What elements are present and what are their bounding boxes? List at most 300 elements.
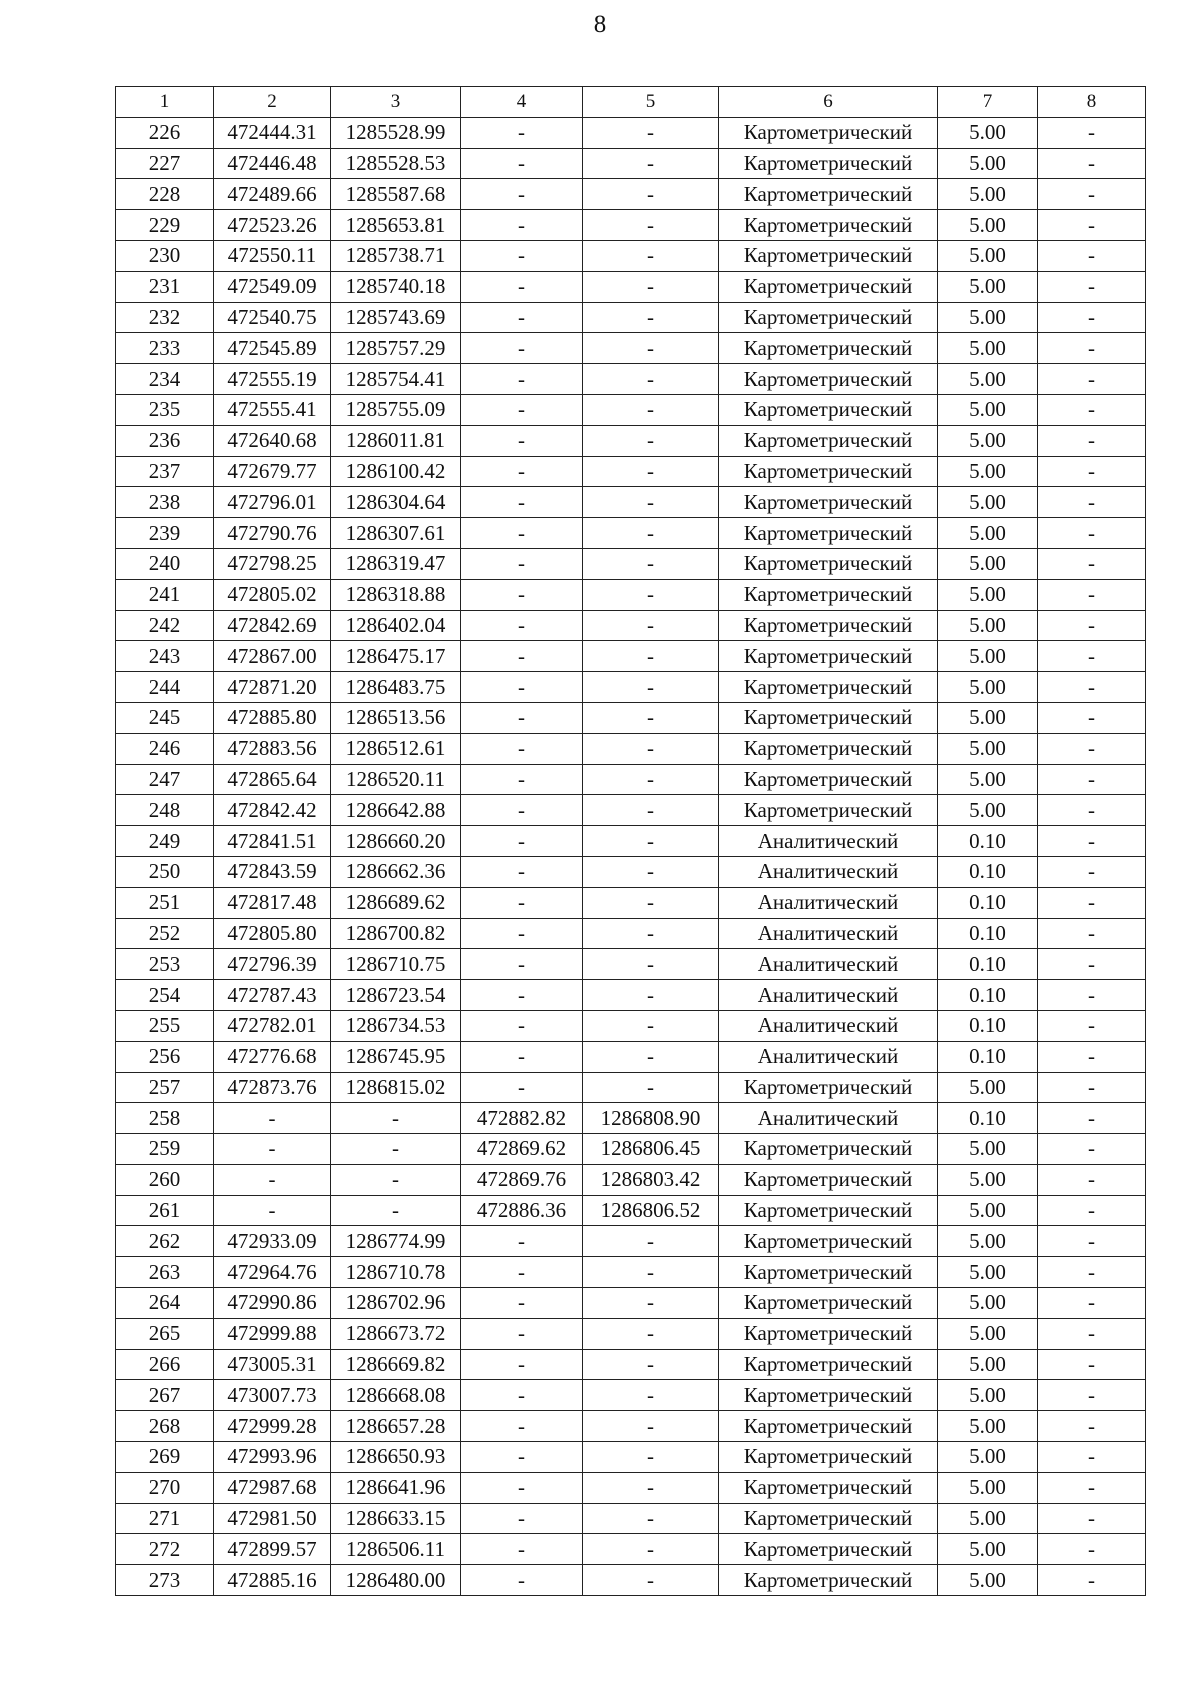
x-coordinate-cell: 472987.68 bbox=[214, 1472, 331, 1503]
y-coordinate-alt-cell: - bbox=[583, 1411, 719, 1442]
y-coordinate-cell: 1286660.20 bbox=[331, 826, 461, 857]
method-cell: Картометрический bbox=[719, 1472, 938, 1503]
x-coordinate-alt-cell: 472869.76 bbox=[461, 1164, 583, 1195]
description-cell: - bbox=[1038, 1072, 1146, 1103]
table-row bbox=[116, 364, 1146, 395]
table-row bbox=[116, 487, 1146, 518]
y-coordinate-cell: 1286745.95 bbox=[331, 1041, 461, 1072]
method-cell: Картометрический bbox=[719, 641, 938, 672]
accuracy-cell: 5.00 bbox=[938, 1411, 1038, 1442]
description-cell: - bbox=[1038, 1318, 1146, 1349]
table-row bbox=[116, 672, 1146, 703]
accuracy-cell: 0.10 bbox=[938, 826, 1038, 857]
y-coordinate-alt-cell: - bbox=[583, 641, 719, 672]
y-coordinate-alt-cell: - bbox=[583, 333, 719, 364]
point-number-cell: 249 bbox=[116, 826, 214, 857]
y-coordinate-cell: 1286702.96 bbox=[331, 1288, 461, 1319]
column-header: 1 bbox=[116, 87, 214, 118]
description-cell: - bbox=[1038, 1380, 1146, 1411]
table-row bbox=[116, 856, 1146, 887]
method-cell: Картометрический bbox=[719, 1380, 938, 1411]
point-number-cell: 253 bbox=[116, 949, 214, 980]
x-coordinate-cell: 472883.56 bbox=[214, 733, 331, 764]
accuracy-cell: 5.00 bbox=[938, 117, 1038, 148]
y-coordinate-alt-cell: - bbox=[583, 456, 719, 487]
table-row bbox=[116, 210, 1146, 241]
accuracy-cell: 5.00 bbox=[938, 1503, 1038, 1534]
point-number-cell: 250 bbox=[116, 856, 214, 887]
method-cell: Картометрический bbox=[719, 1288, 938, 1319]
table-row bbox=[116, 764, 1146, 795]
x-coordinate-cell: 473007.73 bbox=[214, 1380, 331, 1411]
y-coordinate-cell: 1286650.93 bbox=[331, 1442, 461, 1473]
x-coordinate-cell: 472873.76 bbox=[214, 1072, 331, 1103]
description-cell: - bbox=[1038, 518, 1146, 549]
description-cell: - bbox=[1038, 1534, 1146, 1565]
y-coordinate-cell: 1286506.11 bbox=[331, 1534, 461, 1565]
x-coordinate-cell: 472867.00 bbox=[214, 641, 331, 672]
y-coordinate-alt-cell: - bbox=[583, 1472, 719, 1503]
description-cell: - bbox=[1038, 1195, 1146, 1226]
description-cell: - bbox=[1038, 1134, 1146, 1165]
x-coordinate-alt-cell: - bbox=[461, 548, 583, 579]
x-coordinate-alt-cell: - bbox=[461, 733, 583, 764]
point-number-cell: 272 bbox=[116, 1534, 214, 1565]
accuracy-cell: 5.00 bbox=[938, 1472, 1038, 1503]
accuracy-cell: 5.00 bbox=[938, 795, 1038, 826]
x-coordinate-alt-cell: - bbox=[461, 1411, 583, 1442]
point-number-cell: 269 bbox=[116, 1442, 214, 1473]
table-row bbox=[116, 518, 1146, 549]
x-coordinate-cell: 472842.42 bbox=[214, 795, 331, 826]
table-row bbox=[116, 918, 1146, 949]
y-coordinate-alt-cell: - bbox=[583, 1072, 719, 1103]
method-cell: Аналитический bbox=[719, 887, 938, 918]
method-cell: Картометрический bbox=[719, 1318, 938, 1349]
description-cell: - bbox=[1038, 1288, 1146, 1319]
point-number-cell: 233 bbox=[116, 333, 214, 364]
x-coordinate-cell: 472444.31 bbox=[214, 117, 331, 148]
method-cell: Картометрический bbox=[719, 518, 938, 549]
point-number-cell: 259 bbox=[116, 1134, 214, 1165]
x-coordinate-alt-cell: - bbox=[461, 610, 583, 641]
y-coordinate-alt-cell: 1286808.90 bbox=[583, 1103, 719, 1134]
description-cell: - bbox=[1038, 887, 1146, 918]
x-coordinate-cell: - bbox=[214, 1134, 331, 1165]
x-coordinate-alt-cell: - bbox=[461, 425, 583, 456]
x-coordinate-alt-cell: - bbox=[461, 240, 583, 271]
y-coordinate-alt-cell: - bbox=[583, 795, 719, 826]
point-number-cell: 252 bbox=[116, 918, 214, 949]
column-header: 2 bbox=[214, 87, 331, 118]
accuracy-cell: 5.00 bbox=[938, 672, 1038, 703]
x-coordinate-cell: 472523.26 bbox=[214, 210, 331, 241]
method-cell: Картометрический bbox=[719, 302, 938, 333]
y-coordinate-cell: 1286689.62 bbox=[331, 887, 461, 918]
x-coordinate-cell: 472545.89 bbox=[214, 333, 331, 364]
table-row bbox=[116, 394, 1146, 425]
table-row bbox=[116, 425, 1146, 456]
description-cell: - bbox=[1038, 117, 1146, 148]
y-coordinate-alt-cell: - bbox=[583, 610, 719, 641]
table-row bbox=[116, 1565, 1146, 1596]
description-cell: - bbox=[1038, 1103, 1146, 1134]
x-coordinate-cell: 472981.50 bbox=[214, 1503, 331, 1534]
x-coordinate-alt-cell: - bbox=[461, 795, 583, 826]
description-cell: - bbox=[1038, 672, 1146, 703]
y-coordinate-cell: 1286662.36 bbox=[331, 856, 461, 887]
x-coordinate-cell: 472679.77 bbox=[214, 456, 331, 487]
y-coordinate-alt-cell: - bbox=[583, 518, 719, 549]
table-row bbox=[116, 240, 1146, 271]
y-coordinate-cell: 1286480.00 bbox=[331, 1565, 461, 1596]
y-coordinate-cell: 1286710.75 bbox=[331, 949, 461, 980]
y-coordinate-cell: 1286668.08 bbox=[331, 1380, 461, 1411]
x-coordinate-alt-cell: - bbox=[461, 148, 583, 179]
x-coordinate-alt-cell: - bbox=[461, 1503, 583, 1534]
x-coordinate-cell: 472865.64 bbox=[214, 764, 331, 795]
method-cell: Аналитический bbox=[719, 1103, 938, 1134]
accuracy-cell: 0.10 bbox=[938, 1041, 1038, 1072]
point-number-cell: 241 bbox=[116, 579, 214, 610]
y-coordinate-alt-cell: - bbox=[583, 117, 719, 148]
table-row bbox=[116, 179, 1146, 210]
y-coordinate-cell: 1285653.81 bbox=[331, 210, 461, 241]
description-cell: - bbox=[1038, 641, 1146, 672]
accuracy-cell: 5.00 bbox=[938, 1226, 1038, 1257]
accuracy-cell: 5.00 bbox=[938, 1288, 1038, 1319]
x-coordinate-alt-cell: - bbox=[461, 1226, 583, 1257]
point-number-cell: 254 bbox=[116, 980, 214, 1011]
accuracy-cell: 5.00 bbox=[938, 1257, 1038, 1288]
point-number-cell: 258 bbox=[116, 1103, 214, 1134]
description-cell: - bbox=[1038, 949, 1146, 980]
y-coordinate-alt-cell: - bbox=[583, 179, 719, 210]
description-cell: - bbox=[1038, 302, 1146, 333]
description-cell: - bbox=[1038, 425, 1146, 456]
point-number-cell: 227 bbox=[116, 148, 214, 179]
description-cell: - bbox=[1038, 364, 1146, 395]
x-coordinate-alt-cell: - bbox=[461, 856, 583, 887]
table-row bbox=[116, 733, 1146, 764]
y-coordinate-alt-cell: - bbox=[583, 856, 719, 887]
table-row bbox=[116, 702, 1146, 733]
column-header: 6 bbox=[719, 87, 938, 118]
x-coordinate-cell: 472993.96 bbox=[214, 1442, 331, 1473]
method-cell: Картометрический bbox=[719, 394, 938, 425]
method-cell: Аналитический bbox=[719, 826, 938, 857]
point-number-cell: 256 bbox=[116, 1041, 214, 1072]
point-number-cell: 271 bbox=[116, 1503, 214, 1534]
x-coordinate-cell: 472990.86 bbox=[214, 1288, 331, 1319]
x-coordinate-alt-cell: - bbox=[461, 487, 583, 518]
method-cell: Картометрический bbox=[719, 579, 938, 610]
table-row bbox=[116, 1349, 1146, 1380]
point-number-cell: 270 bbox=[116, 1472, 214, 1503]
accuracy-cell: 0.10 bbox=[938, 856, 1038, 887]
method-cell: Аналитический bbox=[719, 949, 938, 980]
accuracy-cell: 5.00 bbox=[938, 487, 1038, 518]
table-row bbox=[116, 980, 1146, 1011]
description-cell: - bbox=[1038, 1226, 1146, 1257]
y-coordinate-cell: 1286734.53 bbox=[331, 1010, 461, 1041]
y-coordinate-cell: 1286657.28 bbox=[331, 1411, 461, 1442]
method-cell: Картометрический bbox=[719, 795, 938, 826]
y-coordinate-cell: 1285754.41 bbox=[331, 364, 461, 395]
x-coordinate-cell: 472871.20 bbox=[214, 672, 331, 703]
x-coordinate-cell: 472796.39 bbox=[214, 949, 331, 980]
x-coordinate-cell: 472555.19 bbox=[214, 364, 331, 395]
accuracy-cell: 5.00 bbox=[938, 333, 1038, 364]
method-cell: Картометрический bbox=[719, 1411, 938, 1442]
x-coordinate-alt-cell: - bbox=[461, 949, 583, 980]
description-cell: - bbox=[1038, 1411, 1146, 1442]
method-cell: Картометрический bbox=[719, 1164, 938, 1195]
y-coordinate-alt-cell: - bbox=[583, 1534, 719, 1565]
table-row bbox=[116, 1534, 1146, 1565]
point-number-cell: 246 bbox=[116, 733, 214, 764]
column-header: 8 bbox=[1038, 87, 1146, 118]
table-row bbox=[116, 1010, 1146, 1041]
y-coordinate-alt-cell: - bbox=[583, 887, 719, 918]
x-coordinate-alt-cell: - bbox=[461, 918, 583, 949]
table-row bbox=[116, 1164, 1146, 1195]
table-row bbox=[116, 1041, 1146, 1072]
accuracy-cell: 0.10 bbox=[938, 887, 1038, 918]
x-coordinate-cell: 472640.68 bbox=[214, 425, 331, 456]
point-number-cell: 248 bbox=[116, 795, 214, 826]
method-cell: Картометрический bbox=[719, 425, 938, 456]
x-coordinate-alt-cell: - bbox=[461, 980, 583, 1011]
description-cell: - bbox=[1038, 394, 1146, 425]
description-cell: - bbox=[1038, 1472, 1146, 1503]
x-coordinate-alt-cell: - bbox=[461, 117, 583, 148]
point-number-cell: 226 bbox=[116, 117, 214, 148]
point-number-cell: 236 bbox=[116, 425, 214, 456]
accuracy-cell: 5.00 bbox=[938, 1349, 1038, 1380]
y-coordinate-alt-cell: - bbox=[583, 302, 719, 333]
method-cell: Картометрический bbox=[719, 210, 938, 241]
x-coordinate-alt-cell: - bbox=[461, 1041, 583, 1072]
method-cell: Картометрический bbox=[719, 487, 938, 518]
y-coordinate-alt-cell: - bbox=[583, 1349, 719, 1380]
accuracy-cell: 5.00 bbox=[938, 733, 1038, 764]
accuracy-cell: 5.00 bbox=[938, 518, 1038, 549]
method-cell: Аналитический bbox=[719, 980, 938, 1011]
description-cell: - bbox=[1038, 1041, 1146, 1072]
y-coordinate-alt-cell: - bbox=[583, 1226, 719, 1257]
description-cell: - bbox=[1038, 240, 1146, 271]
table-row bbox=[116, 456, 1146, 487]
point-number-cell: 251 bbox=[116, 887, 214, 918]
x-coordinate-cell: - bbox=[214, 1103, 331, 1134]
y-coordinate-cell: - bbox=[331, 1195, 461, 1226]
accuracy-cell: 5.00 bbox=[938, 548, 1038, 579]
accuracy-cell: 5.00 bbox=[938, 1318, 1038, 1349]
y-coordinate-cell: - bbox=[331, 1164, 461, 1195]
table-header-row bbox=[116, 87, 1146, 118]
x-coordinate-cell: - bbox=[214, 1164, 331, 1195]
y-coordinate-cell: 1286475.17 bbox=[331, 641, 461, 672]
y-coordinate-cell: 1285738.71 bbox=[331, 240, 461, 271]
y-coordinate-alt-cell: 1286803.42 bbox=[583, 1164, 719, 1195]
y-coordinate-cell: 1286402.04 bbox=[331, 610, 461, 641]
method-cell: Картометрический bbox=[719, 1195, 938, 1226]
x-coordinate-cell: 472549.09 bbox=[214, 271, 331, 302]
accuracy-cell: 5.00 bbox=[938, 1565, 1038, 1596]
table-row bbox=[116, 1134, 1146, 1165]
point-number-cell: 255 bbox=[116, 1010, 214, 1041]
y-coordinate-alt-cell: 1286806.52 bbox=[583, 1195, 719, 1226]
y-coordinate-cell: 1285528.99 bbox=[331, 117, 461, 148]
y-coordinate-cell: 1286669.82 bbox=[331, 1349, 461, 1380]
accuracy-cell: 5.00 bbox=[938, 1164, 1038, 1195]
description-cell: - bbox=[1038, 610, 1146, 641]
x-coordinate-alt-cell: 472882.82 bbox=[461, 1103, 583, 1134]
y-coordinate-alt-cell: - bbox=[583, 949, 719, 980]
point-number-cell: 238 bbox=[116, 487, 214, 518]
accuracy-cell: 5.00 bbox=[938, 764, 1038, 795]
x-coordinate-alt-cell: - bbox=[461, 1072, 583, 1103]
accuracy-cell: 5.00 bbox=[938, 1380, 1038, 1411]
x-coordinate-cell: 472841.51 bbox=[214, 826, 331, 857]
point-number-cell: 262 bbox=[116, 1226, 214, 1257]
x-coordinate-alt-cell: - bbox=[461, 1010, 583, 1041]
y-coordinate-alt-cell: - bbox=[583, 1041, 719, 1072]
y-coordinate-alt-cell: - bbox=[583, 1318, 719, 1349]
point-number-cell: 229 bbox=[116, 210, 214, 241]
y-coordinate-alt-cell: - bbox=[583, 1565, 719, 1596]
x-coordinate-alt-cell: - bbox=[461, 364, 583, 395]
y-coordinate-cell: 1286319.47 bbox=[331, 548, 461, 579]
description-cell: - bbox=[1038, 1503, 1146, 1534]
y-coordinate-cell: 1285757.29 bbox=[331, 333, 461, 364]
x-coordinate-cell: 472540.75 bbox=[214, 302, 331, 333]
accuracy-cell: 5.00 bbox=[938, 1195, 1038, 1226]
description-cell: - bbox=[1038, 148, 1146, 179]
y-coordinate-alt-cell: - bbox=[583, 1442, 719, 1473]
x-coordinate-alt-cell: - bbox=[461, 579, 583, 610]
accuracy-cell: 5.00 bbox=[938, 179, 1038, 210]
y-coordinate-alt-cell: - bbox=[583, 1380, 719, 1411]
x-coordinate-cell: 472787.43 bbox=[214, 980, 331, 1011]
x-coordinate-alt-cell: - bbox=[461, 179, 583, 210]
x-coordinate-alt-cell: - bbox=[461, 1288, 583, 1319]
accuracy-cell: 5.00 bbox=[938, 271, 1038, 302]
y-coordinate-alt-cell: - bbox=[583, 980, 719, 1011]
x-coordinate-alt-cell: 472886.36 bbox=[461, 1195, 583, 1226]
point-number-cell: 232 bbox=[116, 302, 214, 333]
method-cell: Аналитический bbox=[719, 918, 938, 949]
accuracy-cell: 0.10 bbox=[938, 918, 1038, 949]
accuracy-cell: 5.00 bbox=[938, 702, 1038, 733]
y-coordinate-cell: 1286815.02 bbox=[331, 1072, 461, 1103]
y-coordinate-cell: 1285743.69 bbox=[331, 302, 461, 333]
method-cell: Картометрический bbox=[719, 364, 938, 395]
x-coordinate-cell: 472999.88 bbox=[214, 1318, 331, 1349]
table-body bbox=[116, 117, 1146, 1595]
accuracy-cell: 0.10 bbox=[938, 949, 1038, 980]
x-coordinate-alt-cell: - bbox=[461, 333, 583, 364]
x-coordinate-cell: 472796.01 bbox=[214, 487, 331, 518]
point-number-cell: 265 bbox=[116, 1318, 214, 1349]
table-row bbox=[116, 610, 1146, 641]
table-row bbox=[116, 117, 1146, 148]
y-coordinate-cell: 1286512.61 bbox=[331, 733, 461, 764]
point-number-cell: 234 bbox=[116, 364, 214, 395]
y-coordinate-alt-cell: - bbox=[583, 1503, 719, 1534]
y-coordinate-cell: 1286100.42 bbox=[331, 456, 461, 487]
point-number-cell: 263 bbox=[116, 1257, 214, 1288]
y-coordinate-cell: 1286641.96 bbox=[331, 1472, 461, 1503]
table-row bbox=[116, 795, 1146, 826]
accuracy-cell: 5.00 bbox=[938, 1534, 1038, 1565]
x-coordinate-cell: 472885.16 bbox=[214, 1565, 331, 1596]
description-cell: - bbox=[1038, 826, 1146, 857]
table-row bbox=[116, 1288, 1146, 1319]
column-header: 7 bbox=[938, 87, 1038, 118]
description-cell: - bbox=[1038, 1565, 1146, 1596]
description-cell: - bbox=[1038, 1164, 1146, 1195]
description-cell: - bbox=[1038, 856, 1146, 887]
point-number-cell: 244 bbox=[116, 672, 214, 703]
point-number-cell: 235 bbox=[116, 394, 214, 425]
method-cell: Аналитический bbox=[719, 1010, 938, 1041]
accuracy-cell: 5.00 bbox=[938, 456, 1038, 487]
y-coordinate-alt-cell: - bbox=[583, 487, 719, 518]
accuracy-cell: 5.00 bbox=[938, 425, 1038, 456]
y-coordinate-cell: 1286633.15 bbox=[331, 1503, 461, 1534]
y-coordinate-cell: 1285528.53 bbox=[331, 148, 461, 179]
y-coordinate-alt-cell: - bbox=[583, 764, 719, 795]
x-coordinate-alt-cell: - bbox=[461, 1565, 583, 1596]
y-coordinate-cell: - bbox=[331, 1103, 461, 1134]
y-coordinate-alt-cell: - bbox=[583, 240, 719, 271]
description-cell: - bbox=[1038, 918, 1146, 949]
x-coordinate-cell: 472805.02 bbox=[214, 579, 331, 610]
x-coordinate-alt-cell: - bbox=[461, 210, 583, 241]
x-coordinate-alt-cell: - bbox=[461, 1442, 583, 1473]
accuracy-cell: 5.00 bbox=[938, 1072, 1038, 1103]
description-cell: - bbox=[1038, 1349, 1146, 1380]
point-number-cell: 231 bbox=[116, 271, 214, 302]
table-row bbox=[116, 1503, 1146, 1534]
method-cell: Аналитический bbox=[719, 856, 938, 887]
method-cell: Картометрический bbox=[719, 1257, 938, 1288]
x-coordinate-cell: 472885.80 bbox=[214, 702, 331, 733]
x-coordinate-alt-cell: - bbox=[461, 1534, 583, 1565]
description-cell: - bbox=[1038, 271, 1146, 302]
accuracy-cell: 5.00 bbox=[938, 610, 1038, 641]
x-coordinate-alt-cell: - bbox=[461, 702, 583, 733]
y-coordinate-alt-cell: - bbox=[583, 1257, 719, 1288]
table-row bbox=[116, 887, 1146, 918]
y-coordinate-cell: 1286520.11 bbox=[331, 764, 461, 795]
x-coordinate-alt-cell: - bbox=[461, 1257, 583, 1288]
x-coordinate-cell: 472555.41 bbox=[214, 394, 331, 425]
table-row bbox=[116, 1257, 1146, 1288]
method-cell: Картометрический bbox=[719, 733, 938, 764]
x-coordinate-cell: 472842.69 bbox=[214, 610, 331, 641]
y-coordinate-alt-cell: - bbox=[583, 702, 719, 733]
y-coordinate-cell: - bbox=[331, 1134, 461, 1165]
x-coordinate-cell: 472446.48 bbox=[214, 148, 331, 179]
y-coordinate-cell: 1286723.54 bbox=[331, 980, 461, 1011]
table-row bbox=[116, 1318, 1146, 1349]
accuracy-cell: 5.00 bbox=[938, 394, 1038, 425]
x-coordinate-alt-cell: - bbox=[461, 826, 583, 857]
description-cell: - bbox=[1038, 487, 1146, 518]
